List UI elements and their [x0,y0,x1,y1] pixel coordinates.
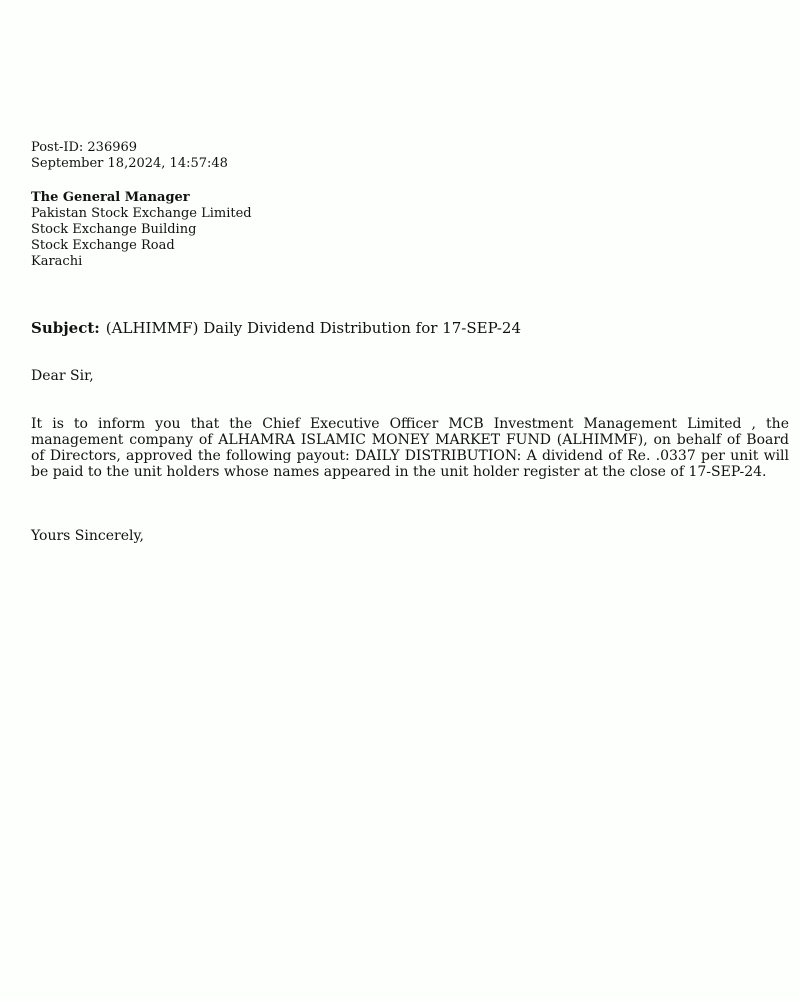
recipient-address-line: Karachi [31,254,83,269]
closing: Yours Sincerely, [31,528,144,544]
letter-meta [31,140,791,172]
recipient-address [31,190,791,270]
recipient-address-line: Stock Exchange Building [31,222,197,237]
recipient-name: The General Manager [31,190,190,205]
subject-text: (ALHIMMF) Daily Dividend Distribution for 17-SEP-24 [105,319,521,337]
subject-label: Subject: [31,319,100,337]
recipient-address-line: Stock Exchange Road [31,238,175,253]
letter-datetime: September 18,2024, 14:57:48 [31,156,228,171]
salutation: Dear Sir, [31,368,94,384]
recipient-address-line: Pakistan Stock Exchange Limited [31,206,252,221]
post-id: Post-ID: 236969 [31,140,138,155]
letter-body: It is to inform you that the Chief Executive Officer MCB Investment Management Limited , the management company of ALHAMRA ISLAMIC MONEY MARKET FUND (ALHIMMF), on behalf of Board of Directors, approved the following payout: DAILY DISTRIBUTION: A dividend of Re. .0337 per unit will be paid to the unit holders whose names appeared in the unit holder register at the close of 17-SEP-24. [31,416,789,480]
subject-line [31,320,791,337]
